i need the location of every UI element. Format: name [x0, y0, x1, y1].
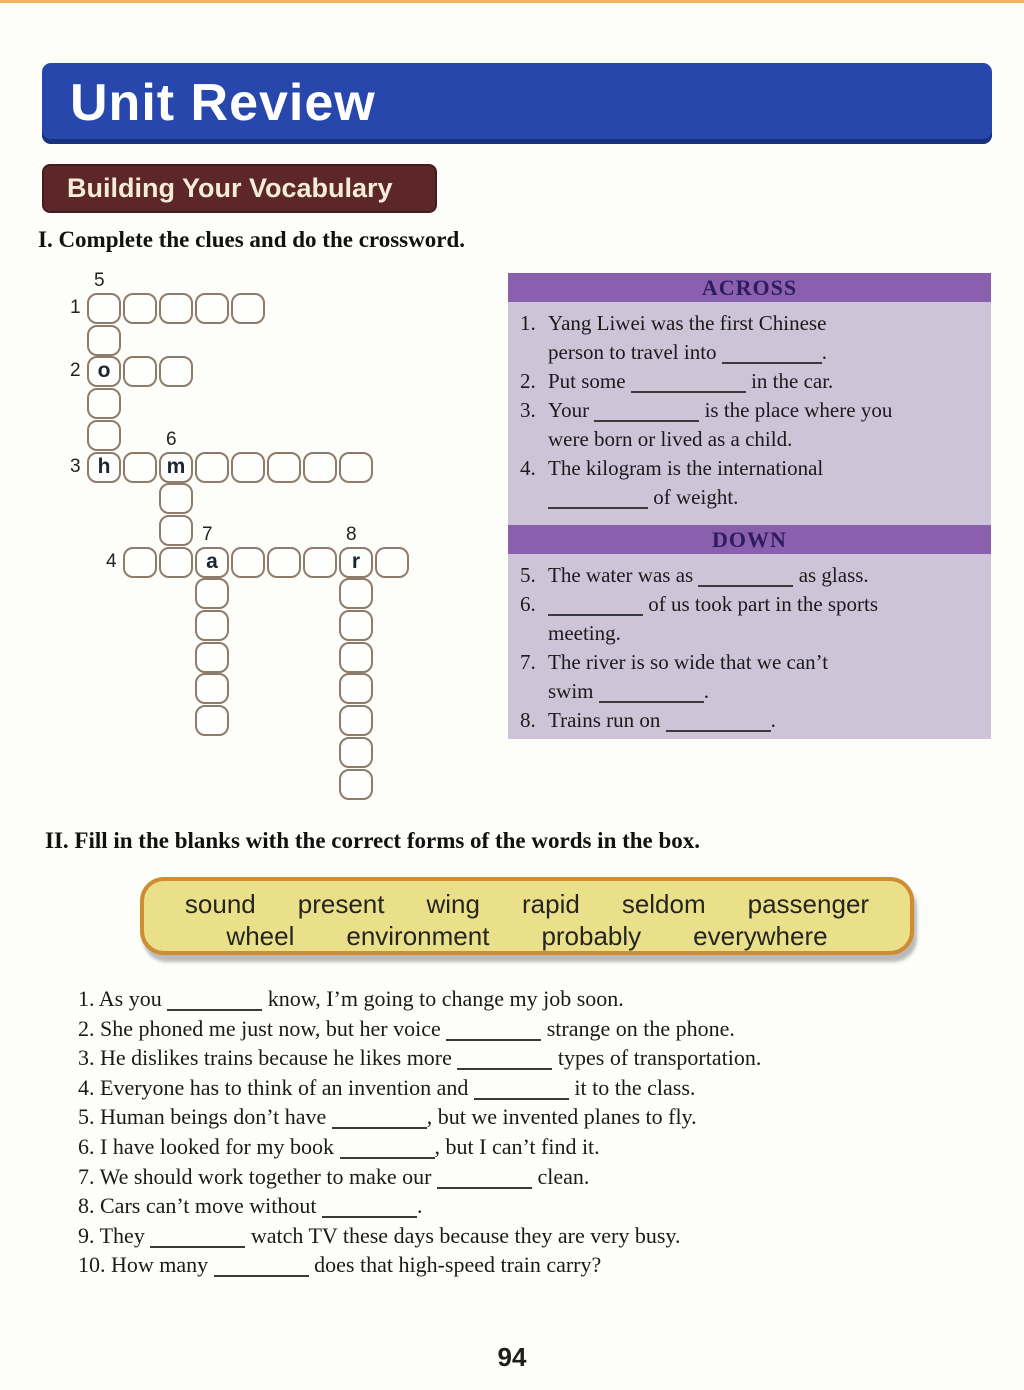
word-box-row	[144, 889, 910, 920]
section-banner-label: Building Your Vocabulary	[67, 173, 393, 203]
fill-in-sentence: 6. I have looked for my book , but I can’t find it.	[78, 1133, 600, 1159]
crossword-grid	[70, 270, 517, 833]
crossword-clue-number: 8	[346, 524, 357, 545]
fill-in-sentence: 4. Everyone has to think of an invention and it to the class.	[78, 1074, 696, 1100]
clue-number: 4.	[520, 456, 536, 480]
blank-line	[332, 1121, 427, 1129]
clue-number: 1.	[520, 311, 536, 335]
blank-line	[167, 1003, 262, 1011]
crossword-cell	[123, 356, 157, 387]
crossword-cell	[195, 293, 229, 324]
blank-line	[631, 385, 746, 393]
clue: 6. of us took part in the sports meeting.	[520, 592, 879, 645]
down-clue-list	[508, 554, 991, 739]
crossword-clue-number: 3	[70, 456, 81, 477]
blank-line	[599, 695, 704, 703]
crossword-cell	[339, 578, 373, 609]
blank-line	[214, 1269, 309, 1277]
crossword-cell	[303, 547, 337, 578]
crossword-cell	[375, 547, 409, 578]
crossword-letter: m	[166, 455, 186, 478]
crossword-cell	[159, 483, 193, 514]
crossword-cell	[339, 452, 373, 483]
crossword-clue-number: 2	[70, 360, 81, 381]
blank-line	[722, 356, 822, 364]
crossword-cell	[195, 642, 229, 673]
clue-number: 5.	[520, 563, 536, 587]
sentence-list	[78, 984, 1008, 1280]
crossword-cell	[159, 293, 193, 324]
clue-box	[508, 273, 991, 739]
crossword-cell	[339, 642, 373, 673]
fill-in-sentence: 10. How many does that high-speed train carry?	[78, 1252, 602, 1278]
crossword-cell	[159, 515, 193, 546]
page-number: 94	[497, 1342, 527, 1372]
crossword-cell	[339, 547, 373, 578]
crossword-cell	[123, 452, 157, 483]
crossword-letter: h	[97, 455, 111, 478]
clue: 2. Put some in the car.	[518, 367, 983, 396]
page-edge-strip	[0, 0, 1024, 3]
word-option: seldom	[621, 889, 706, 919]
crossword-cell	[159, 452, 193, 483]
word-option: present	[297, 889, 385, 919]
word-option: environment	[346, 921, 490, 951]
crossword-clue-number: 7	[202, 524, 213, 545]
blank-line	[548, 608, 643, 616]
crossword-cell	[123, 547, 157, 578]
blank-line	[150, 1240, 245, 1248]
exercise2-heading: II. Fill in the blanks with the correct forms of the words in the box.	[45, 828, 701, 853]
across-header: ACROSS	[508, 273, 991, 302]
crossword-cell	[87, 388, 121, 419]
crossword-cell	[195, 705, 229, 736]
clue: 5. The water was as as glass.	[518, 561, 983, 590]
blank-line	[340, 1151, 435, 1159]
crossword-cell	[303, 452, 337, 483]
blank-line	[322, 1210, 417, 1218]
crossword-cell	[195, 452, 229, 483]
crossword-cell	[195, 610, 229, 641]
blank-line	[698, 579, 793, 587]
crossword-cell	[339, 705, 373, 736]
clue-number: 3.	[520, 398, 536, 422]
across-clue-list	[508, 302, 991, 525]
word-option: rapid	[521, 889, 580, 919]
fill-in-sentence: 1. As you know, I’m going to change my job soon.	[78, 986, 624, 1011]
clue: 1. Yang Liwei was the first Chinese person to travel into .	[520, 311, 828, 364]
word-box	[140, 877, 914, 955]
blank-line	[457, 1062, 552, 1070]
crossword-cell	[231, 293, 265, 324]
crossword-letter: r	[351, 550, 361, 573]
page-title: Unit Review	[70, 74, 376, 132]
crossword-cell	[195, 547, 229, 578]
crossword-cell	[87, 293, 121, 324]
down-header: DOWN	[508, 525, 991, 554]
crossword-cell	[231, 547, 265, 578]
word-option: wing	[426, 889, 480, 919]
fill-in-sentence: 8. Cars can’t move without .	[78, 1193, 423, 1219]
crossword-cell	[123, 293, 157, 324]
blank-line	[446, 1033, 541, 1041]
crossword-cell	[339, 610, 373, 641]
crossword-cell	[339, 737, 373, 768]
blank-line	[666, 724, 771, 732]
crossword-cell	[195, 673, 229, 704]
word-option: probably	[541, 921, 642, 951]
word-box-row	[144, 921, 910, 952]
crossword-cell	[87, 452, 121, 483]
section-banner	[42, 164, 437, 213]
exercise1-heading: I. Complete the clues and do the crossword.	[38, 227, 465, 252]
crossword-cell	[195, 578, 229, 609]
clue: 4. The kilogram is the international of weight.	[520, 456, 824, 509]
crossword-clue-number: 5	[94, 270, 105, 291]
clue-number: 8.	[520, 708, 536, 732]
crossword-clue-number: 4	[106, 551, 117, 572]
crossword-clue-number: 1	[70, 297, 81, 318]
blank-line	[594, 414, 699, 422]
fill-in-sentence: 7. We should work together to make our clean.	[78, 1163, 590, 1189]
blank-line	[548, 501, 648, 509]
word-option: everywhere	[693, 921, 828, 951]
unit-review-banner	[42, 63, 992, 144]
crossword-cell	[87, 325, 121, 356]
word-option: sound	[184, 889, 256, 919]
clue: 7. The river is so wide that we can’t swim .	[520, 650, 829, 703]
blank-line	[437, 1181, 532, 1189]
fill-in-sentence: 2. She phoned me just now, but her voice strange on the phone.	[78, 1015, 735, 1041]
crossword-cell	[87, 356, 121, 387]
clue: 3. Your is the place where you were born or lived as a child.	[520, 398, 893, 451]
crossword-cell	[87, 420, 121, 451]
crossword-cell	[339, 769, 373, 800]
crossword-cell	[159, 547, 193, 578]
clue-number: 7.	[520, 650, 536, 674]
clue: 8. Trains run on .	[518, 706, 983, 735]
blank-line	[474, 1092, 569, 1100]
clue-number: 6.	[520, 592, 536, 616]
word-option: wheel	[226, 921, 295, 951]
clue-number: 2.	[520, 369, 536, 393]
fill-in-sentence: 3. He dislikes trains because he likes more types of transportation.	[78, 1045, 762, 1071]
crossword-cell	[339, 673, 373, 704]
fill-in-sentence: 9. They watch TV these days because they are very busy.	[78, 1222, 681, 1248]
crossword-clue-number: 6	[166, 429, 177, 450]
word-option: passenger	[747, 889, 870, 919]
crossword-cell	[159, 356, 193, 387]
crossword-cell	[267, 547, 301, 578]
crossword-cell	[267, 452, 301, 483]
crossword-letter: o	[97, 359, 111, 382]
crossword-cell	[231, 452, 265, 483]
crossword-letter: a	[206, 550, 218, 573]
fill-in-sentence: 5. Human beings don’t have , but we invented planes to fly.	[78, 1104, 697, 1130]
